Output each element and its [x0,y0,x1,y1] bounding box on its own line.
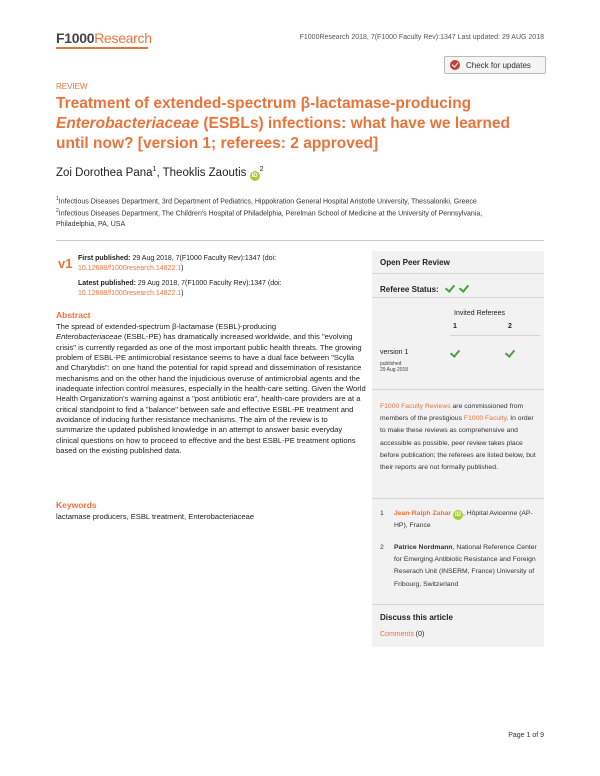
approved-check-icon [459,282,469,293]
keywords-text: lactamase producers, ESBL treatment, Enterobacteriaceae [56,512,255,521]
first-doi-link[interactable]: 10.12688/f1000research.14822.1 [78,265,182,272]
referee-col-1: 1 [453,323,457,330]
orcid-icon[interactable]: iD [454,512,461,518]
header-citation: F1000Research 2018, 7(F1000 Faculty Rev):1347 Last updated: 29 AUG 2018 [299,34,544,41]
author-list: Zoi Dorothea Pana$^1$, Theoklis Zaoutis $iD^2$ [56,166,264,179]
abstract-heading: Abstract [56,310,91,320]
faculty-reviews-link[interactable]: F1000 Faculty Reviews [380,403,451,410]
referee-1-name-link[interactable]: Jean-Ralph Zahar [394,510,452,517]
invited-referees-label: Invited Referees [454,310,505,317]
journal-logo: F1000Research [56,30,152,46]
latest-doi-link[interactable]: 10.12688/f1000research.14822.1 [78,290,182,297]
crossmark-icon [450,60,460,70]
header-divider [56,240,544,241]
article-title: Treatment of extended-spectrum β-lactamase-producing Enterobacteriaceae (ESBLs) infections: what have we learned until now? [version 1; referees: 2 approved] [56,95,510,152]
f1000-faculty-link[interactable]: F1000 Faculty [463,415,507,423]
latest-published: Latest published: 29 Aug 2018, 7(F1000 Faculty Rev):1347 (doi: 10.12688/f1000research.14822.1) [78,280,282,297]
orcid-icon[interactable]: iD [251,172,258,179]
approved-check-icon [445,282,455,293]
version-published-date: published 29 Aug 2018 [380,361,409,373]
referee-1-approved-icon[interactable] [450,347,460,358]
faculty-reviews-note: F1000 Faculty Reviews are commissioned from members of the prestigious F1000 Faculty. In order to make these reviews as comprehensive and accessible as possible, peer review takes place before publication; the referees are listed below, but their reports are not formally published. [380,403,536,472]
comments-link[interactable]: Comments [380,631,414,638]
keywords-heading: Keywords [56,500,97,510]
open-peer-review-heading: Open Peer Review [380,258,450,267]
author-name[interactable]: Zoi Dorothea Pana [56,166,153,179]
page-number: Page 1 of 9 [508,732,544,739]
logo-underline [56,47,148,49]
check-for-updates-button[interactable] [444,56,546,74]
referee-2-approved-icon[interactable] [505,347,515,358]
comments: Comments (0) [380,631,425,638]
referee-col-2: 2 [508,323,512,330]
affiliation-1: $^1$Infectious Diseases Department, 3rd Department of Pediatrics, Hippokration General Hospital Aristotle University, Thessaloniki, Greece [56,196,477,206]
author-name[interactable]: Theoklis Zaoutis [162,166,247,179]
first-published: First published: 29 Aug 2018, 7(F1000 Faculty Rev):1347 (doi: 10.12688/f1000research.14822.1) [78,255,277,272]
affiliation-2: $^2$Infectious Diseases Department, The Children's Hospital of Philadelphia, Perelman School of Medicine at the University of Pennsylvania, Philadelphia, PA, USA [56,208,483,228]
check-updates-label: Check for updates [466,60,531,70]
version-badge: v1 [58,256,73,271]
abstract-text: The spread of extended-spectrum β-lactamase (ESBL)-producing Enterobacteriaceae (ESBL-PE) has dramatically increased worldwide, and this "evolving crisis" is currently regarded as one of the most important public health threats. The growing problem of ESBL-PE antimicrobial resistance seems to have a dual face between "Scylla and Charybdis": on one hand the potential for rapid spread and dissemination of resistance mechanisms and on the other hand the injudicious overuse of antimicrobial agents and the inadequate infection control measures, especially in the health-care setting. Given the World Health Organization's warning against a "post antibiotic era", health-care providers are at a critical standpoint to find a "balance" between safe and effective ESBL-PE treatment and avoidance of inducing further resistance mechanisms. The aim of the review is to summarize the updated published knowledge in an attempt to answer basic everyday clinical questions on how to proceed to effective and the best ESBL-PE treatment options based on the existing published data. [56,322,366,456]
version-1-label[interactable]: version 1 [380,349,409,356]
referee-status: Referee Status: [380,283,467,294]
discuss-heading: Discuss this article [380,613,453,622]
article-type-label: REVIEW [56,82,88,91]
peer-review-panel: Open Peer Review Referee Status: Invited Referees 1 2 version 1 published 29 Aug 2018 F1000 Faculty Reviews are commissioned from members of the prestigious F1000 Faculty. In order to make these reviews as comprehensive and accessible as possible, peer review takes place before publication; the referees are listed below, but their reports are not formally published. 1 Jean-Ralph Zahar iD , Hôpital Avicenne (AP-HP), France 2 Patrice Nordmann, National Reference Center for Emerging Antibiotic Resistance and Foreign Reserach Unit (INSERM, France) University of Fribourg, Switzerland Discuss this article Comments (0) [372,251,544,647]
